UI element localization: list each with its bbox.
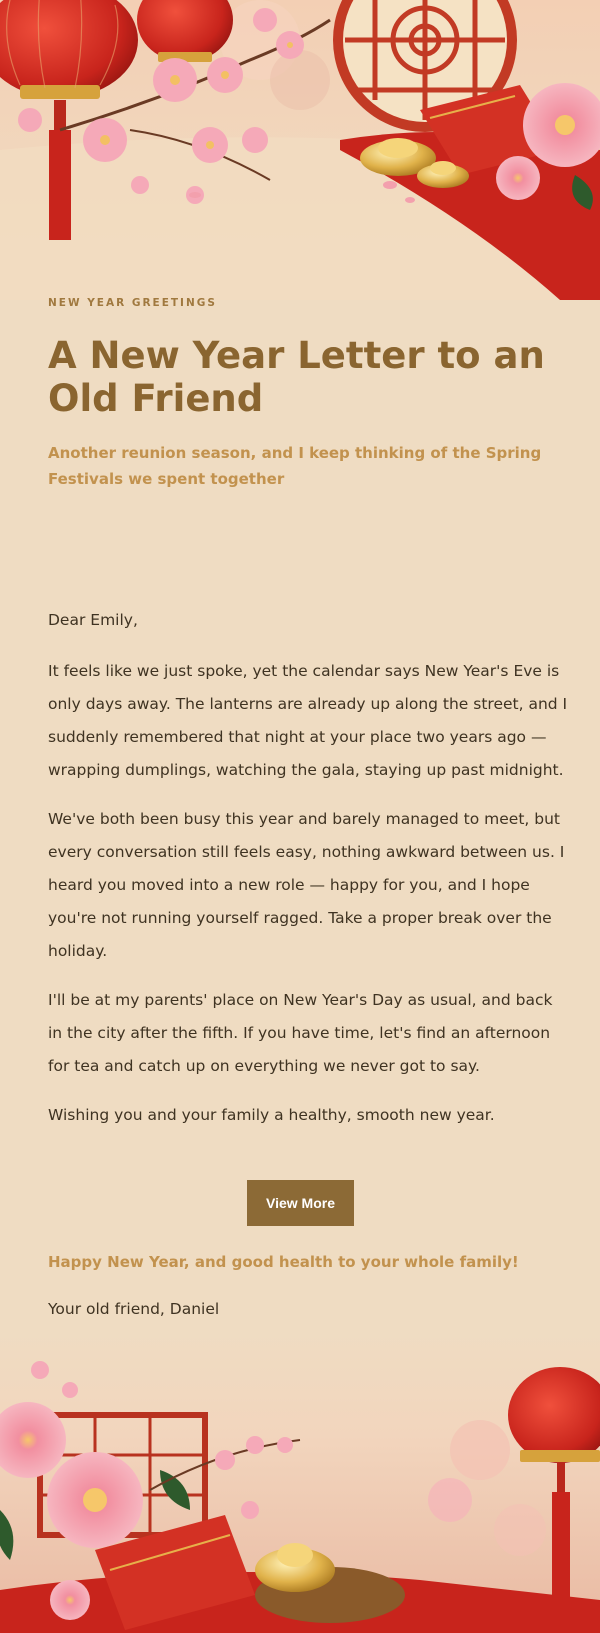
letter-greeting: Dear Emily, bbox=[48, 611, 138, 629]
header-illustration bbox=[0, 0, 600, 300]
page-title: A New Year Letter to an Old Friend bbox=[48, 334, 545, 420]
eyebrow-label: NEW YEAR GREETINGS bbox=[48, 297, 217, 309]
page-subtitle: Another reunion season, and I keep thinking of the Spring Festivals we spent together bbox=[48, 444, 542, 488]
letter-body bbox=[48, 604, 568, 1148]
view-more-button[interactable]: View More bbox=[247, 1180, 354, 1226]
letter-paragraph: We've both been busy this year and barely managed to meet, but every conversation still feels easy, nothing awkward between us. I heard you moved into a new role — happy for you, and I hope you're not running yourself ragged. Take a proper break over the holiday. bbox=[48, 810, 565, 960]
letter-paragraph: Wishing you and your family a healthy, smooth new year. bbox=[48, 1106, 495, 1124]
letter-paragraph: It feels like we just spoke, yet the calendar says New Year's Eve is only days away. The lanterns are already up along the street, and I suddenly remembered that night at your place two years ago — wrapping dumplings, watching the gala, staying up past midnight. bbox=[48, 662, 568, 779]
letter-paragraph: I'll be at my parents' place on New Year's Day as usual, and back in the city after the fifth. If you have time, let's find an afternoon for tea and catch up on everything we never got to say. bbox=[48, 991, 553, 1075]
signature: Your old friend, Daniel bbox=[48, 1300, 220, 1318]
footer-illustration bbox=[0, 1330, 600, 1633]
closing-wish: Happy New Year, and good health to your whole family! bbox=[48, 1253, 519, 1271]
